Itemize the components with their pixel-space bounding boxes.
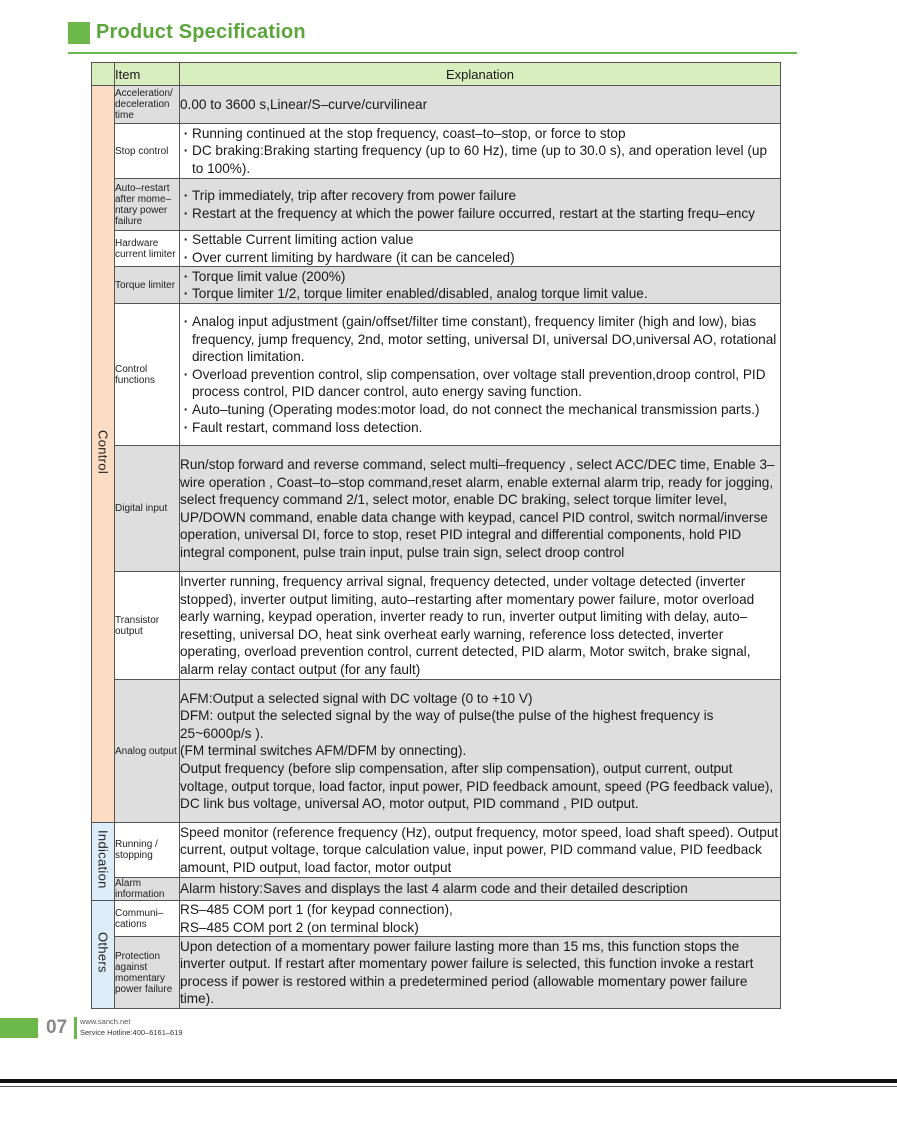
row-explanation — [180, 231, 781, 267]
bullet-line: · Settable Current limiting action value — [180, 231, 780, 249]
bullet-line: · Torque limiter 1/2, torque limiter enabled/disabled, analog torque limit value. — [180, 285, 780, 303]
category-control — [92, 86, 115, 823]
table-row — [92, 878, 781, 901]
category-indication — [92, 823, 115, 901]
row-item: Hardware current limiter — [115, 231, 180, 267]
row-item: Auto–restart after mome–ntary power failure — [115, 179, 180, 231]
page-header — [68, 22, 797, 54]
bullet-line: · Fault restart, command loss detection. — [180, 419, 780, 437]
row-item: Alarm information — [115, 878, 180, 901]
table-row — [92, 572, 781, 680]
footer-green-bar — [0, 1018, 38, 1038]
row-item: Control functions — [115, 304, 180, 446]
category-others — [92, 901, 115, 1009]
table-header-row — [92, 63, 781, 86]
category-header — [92, 63, 115, 86]
row-explanation: 0.00 to 3600 s,Linear/S–curve/curvilinear — [180, 86, 781, 124]
row-item: Analog output — [115, 680, 180, 823]
row-explanation: Inverter running, frequency arrival signal, frequency detected, under voltage detected (inverter stopped), inverter output limiting, auto–restarting after momentary power failure, motor overload early warning, keypad operation, inverter ready to run, inverter output limiting with delay, auto–resetting, universal DO, heat sink overheat early warning, reference loss detected, inverter operating, overload prevention control, current detected, PID alarm, Motor switch, brake signal, alarm relay contact output (for any fault) — [180, 572, 781, 680]
bullet-line: · Analog input adjustment (gain/offset/filter time constant), frequency limiter (high and low), bias frequency, jump frequency, 2nd, motor setting, universal DI, universal DO,universal AO, rotational direction limitation. — [180, 313, 780, 366]
row-item: Torque limiter — [115, 267, 180, 304]
row-item: Acceleration/ deceleration time — [115, 86, 180, 124]
row-explanation: Speed monitor (reference frequency (Hz), output frequency, motor speed, load shaft speed). Output current, output voltage, torque calculation value, input power, PID command value, PID feedback amount, PID output, load factor, motor output — [180, 823, 781, 878]
table-row — [92, 680, 781, 823]
row-item: Protection against momentary power failure — [115, 937, 180, 1009]
bullet-line: · DC braking:Braking starting frequency (up to 60 Hz), time (up to 30.0 s), and operation level (up to 100%). — [180, 142, 780, 177]
table-row — [92, 124, 781, 179]
row-explanation — [180, 304, 781, 446]
row-item: Stop control — [115, 124, 180, 179]
footer-divider — [74, 1017, 77, 1039]
row-explanation — [180, 179, 781, 231]
table-row — [92, 937, 781, 1009]
explanation-header: Explanation — [180, 63, 781, 86]
table-row — [92, 267, 781, 304]
page-number: 07 — [46, 1017, 68, 1038]
bottom-rule-thick — [0, 1079, 897, 1083]
bullet-line: · Restart at the frequency at which the power failure occurred, restart at the starting frequ–ency — [180, 205, 780, 223]
footer-hotline: Service Hotline:400–6161–619 — [80, 1028, 183, 1037]
category-label: Others — [95, 931, 111, 973]
row-item: Communi– cations — [115, 901, 180, 937]
row-explanation — [180, 124, 781, 179]
row-explanation: Run/stop forward and reverse command, select multi–frequency , select ACC/DEC time, Enable 3–wire operation , Coast–to–stop command,reset alarm, enable external alarm trip, ready for jogging, select frequency command 2/1, select motor, enable DC braking, select torque limiter level, UP/DOWN command, enable data change with keypad, cancel PID control, switch normal/inverse operation, universal DI, force to stop, reset PID integral and differential components, hold PID integral component, pulse train input, pulse train sign, select droop control — [180, 446, 781, 572]
row-explanation: Alarm history:Saves and displays the last 4 alarm code and their detailed description — [180, 878, 781, 901]
table-row — [92, 823, 781, 878]
category-label: Control — [95, 429, 111, 474]
category-label: Indication — [95, 829, 111, 889]
table-row — [92, 86, 781, 124]
page-title: Product Specification — [96, 21, 306, 43]
spec-table — [91, 62, 781, 1009]
footer-website: www.sanch.net — [80, 1017, 131, 1026]
row-item: Transistor output — [115, 572, 180, 680]
bullet-line: · Trip immediately, trip after recovery from power failure — [180, 187, 780, 205]
bullet-line: · Running continued at the stop frequency, coast–to–stop, or force to stop — [180, 125, 780, 143]
bullet-line: · Over current limiting by hardware (it can be canceled) — [180, 249, 780, 267]
table-row — [92, 901, 781, 937]
table-row — [92, 304, 781, 446]
row-explanation — [180, 267, 781, 304]
row-item: Digital input — [115, 446, 180, 572]
row-item: Running / stopping — [115, 823, 180, 878]
bullet-line: · Overload prevention control, slip compensation, over voltage stall prevention,droop control, PID process control, PID dancer control, auto energy saving function. — [180, 366, 780, 401]
row-explanation: Upon detection of a momentary power failure lasting more than 15 ms, this function stops the inverter output. If restart after momentary power failure is selected, this function invoke a restart process if power is restored within a predetermined period (allowable momentary power failure time). — [180, 937, 781, 1009]
bottom-rule-thin — [0, 1086, 897, 1087]
row-explanation: AFM:Output a selected signal with DC voltage (0 to +10 V) DFM: output the selected signal by the way of pulse(the pulse of the highest frequency is 25~6000p/s ). (FM terminal switches AFM/DFM by onnecting). Output frequency (before slip compensation, after slip compensation), output current, output voltage, output torque, load factor, input power, PID feedback amount, speed (PG feedback value), DC link bus voltage, universal AO, motor output, PID command , PID output. — [180, 680, 781, 823]
table-row — [92, 231, 781, 267]
bullet-line: · Torque limit value (200%) — [180, 268, 780, 286]
table-row — [92, 179, 781, 231]
bullet-line: · Auto–tuning (Operating modes:motor load, do not connect the mechanical transmission parts.) — [180, 401, 780, 419]
row-explanation: RS–485 COM port 1 (for keypad connection), RS–485 COM port 2 (on terminal block) — [180, 901, 781, 937]
title-marker-square — [68, 22, 90, 44]
table-row — [92, 446, 781, 572]
item-header: Item — [115, 63, 180, 86]
